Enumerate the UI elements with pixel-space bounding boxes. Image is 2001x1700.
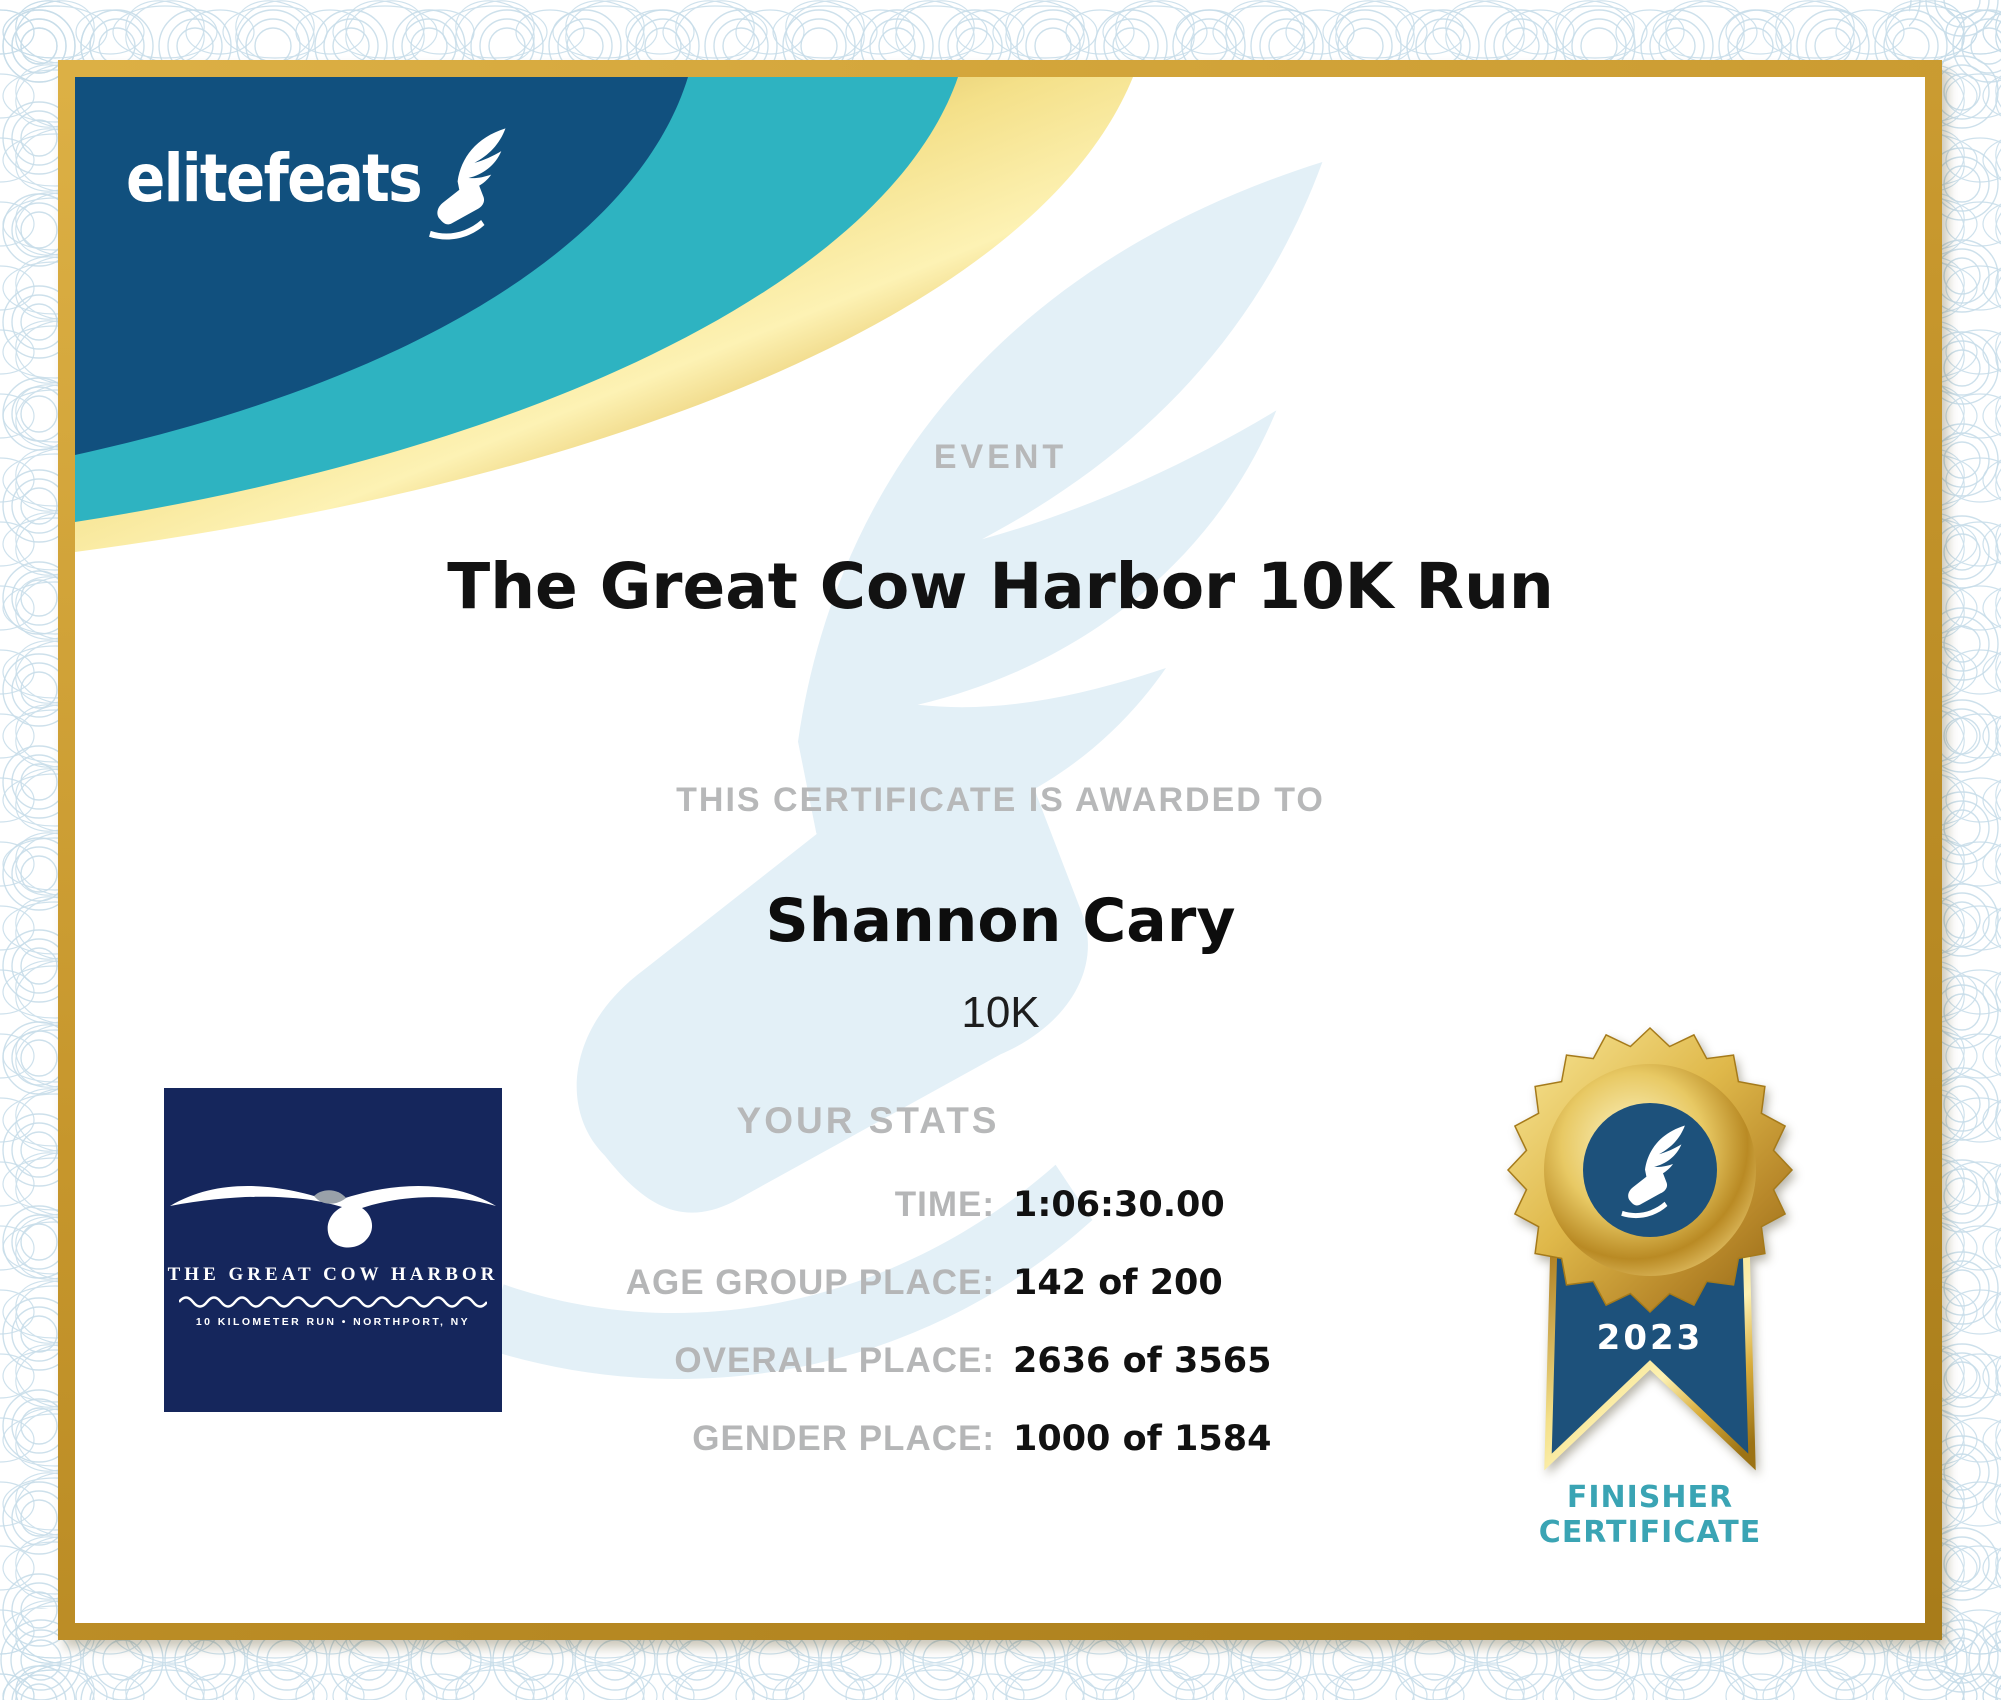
event-logo-subtitle: 10 KILOMETER RUN • NORTHPORT, NY xyxy=(195,1316,471,1328)
finisher-medal xyxy=(1490,1010,1810,1480)
event-label: EVENT xyxy=(933,438,1068,476)
stat-value-gender-place: 1000 of 1584 xyxy=(1013,1419,1272,1459)
stat-value-time: 1:06:30.00 xyxy=(1013,1185,1225,1225)
event-name: The Great Cow Harbor 10K Run xyxy=(447,550,1554,623)
stat-value-overall-place: 2636 of 3565 xyxy=(1013,1341,1272,1381)
winged-foot-icon xyxy=(424,124,508,242)
recipient-name: Shannon Cary xyxy=(765,886,1236,956)
finisher-certificate-label xyxy=(1498,1480,1802,1550)
elitefeats-logo: elitefeats xyxy=(126,140,421,217)
stat-value-age-group-place: 142 of 200 xyxy=(1013,1263,1223,1303)
cow-harbor-event-logo xyxy=(164,1088,502,1412)
certificate-line: CERTIFICATE xyxy=(1538,1515,1762,1550)
awarded-label: THIS CERTIFICATE IS AWARDED TO xyxy=(676,781,1325,819)
stat-label-time: TIME: xyxy=(894,1185,995,1224)
stat-label-age-group-place: AGE GROUP PLACE: xyxy=(625,1263,995,1302)
medal-year: 2023 xyxy=(1596,1318,1704,1358)
stat-label-gender-place: GENDER PLACE: xyxy=(692,1419,995,1458)
seagull-icon xyxy=(164,1146,502,1256)
race-distance: 10K xyxy=(961,988,1040,1037)
event-logo-title: THE GREAT COW HARBOR xyxy=(167,1264,499,1285)
stats-heading: YOUR STATS xyxy=(736,1100,1000,1141)
wave-divider xyxy=(179,1292,487,1308)
stat-label-overall-place: OVERALL PLACE: xyxy=(674,1341,995,1380)
finisher-line: FINISHER xyxy=(1566,1480,1734,1515)
